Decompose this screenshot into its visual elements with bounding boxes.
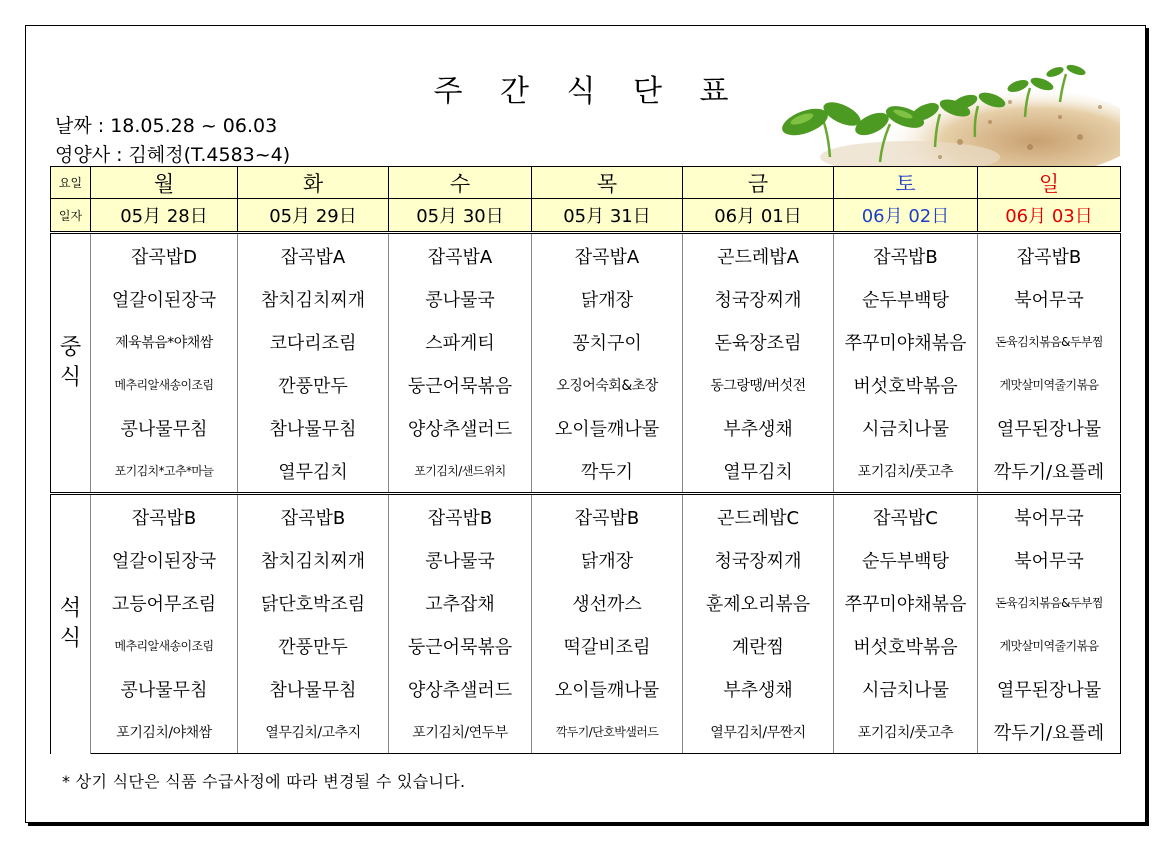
menu-cell: 포기김치/샌드위치 bbox=[389, 449, 532, 494]
menu-cell: 열무김치/고추지 bbox=[238, 710, 389, 754]
menu-cell: 잡곡밥D bbox=[91, 233, 238, 278]
menu-cell: 게맛살미역줄기볶음 bbox=[978, 363, 1121, 406]
dinner-row bbox=[51, 710, 1121, 754]
menu-cell: 포기김치*고추*마늘 bbox=[91, 449, 238, 494]
sprout-illustration bbox=[760, 62, 1120, 170]
menu-cell: 잡곡밥B bbox=[389, 494, 532, 539]
dinner-row bbox=[51, 494, 1121, 539]
page-title: 주 간 식 단 표 bbox=[433, 74, 743, 109]
menu-cell: 잡곡밥B bbox=[978, 233, 1121, 278]
menu-cell: 깍두기/요플레 bbox=[978, 710, 1121, 754]
date-row bbox=[51, 199, 1121, 233]
menu-cell: 부추생채 bbox=[683, 406, 834, 449]
menu-cell: 잡곡밥A bbox=[238, 233, 389, 278]
dinner-row bbox=[51, 538, 1121, 581]
menu-cell: 청국장찌개 bbox=[683, 538, 834, 581]
menu-cell: 얼갈이된장국 bbox=[91, 538, 238, 581]
menu-cell: 깍두기 bbox=[532, 449, 683, 494]
menu-cell: 열무김치 bbox=[238, 449, 389, 494]
day-wed: 수 bbox=[389, 167, 532, 199]
menu-cell: 양상추샐러드 bbox=[389, 406, 532, 449]
menu-cell: 스파게티 bbox=[389, 320, 532, 363]
menu-cell: 닭개장 bbox=[532, 538, 683, 581]
menu-cell: 잡곡밥B bbox=[238, 494, 389, 539]
date-sat: 06月 02日 bbox=[834, 199, 978, 233]
menu-cell: 돈육김치볶음&두부찜 bbox=[978, 320, 1121, 363]
menu-cell: 열무된장나물 bbox=[978, 667, 1121, 710]
menu-cell: 북어무국 bbox=[978, 538, 1121, 581]
menu-cell: 순두부백탕 bbox=[834, 538, 978, 581]
menu-cell: 오이들깨나물 bbox=[532, 406, 683, 449]
menu-cell: 잡곡밥B bbox=[91, 494, 238, 539]
date-range: 날짜 : 18.05.28 ~ 06.03 bbox=[55, 115, 278, 137]
footnote: * 상기 식단은 식품 수급사정에 따라 변경될 수 있습니다. bbox=[62, 772, 466, 791]
day-sun: 일 bbox=[978, 167, 1121, 199]
menu-cell: 훈제오리볶음 bbox=[683, 581, 834, 624]
menu-cell: 참치김치찌개 bbox=[238, 277, 389, 320]
menu-cell: 콩나물무침 bbox=[91, 667, 238, 710]
lunch-row bbox=[51, 277, 1121, 320]
menu-cell: 콩나물무침 bbox=[91, 406, 238, 449]
day-tue: 화 bbox=[238, 167, 389, 199]
menu-cell: 깍두기/단호박샐러드 bbox=[532, 710, 683, 754]
menu-cell: 오징어숙회&초장 bbox=[532, 363, 683, 406]
menu-cell: 메추리알새송이조림 bbox=[91, 624, 238, 667]
menu-cell: 곤드레밥A bbox=[683, 233, 834, 278]
menu-cell: 계란찜 bbox=[683, 624, 834, 667]
menu-cell: 잡곡밥B bbox=[834, 233, 978, 278]
menu-cell: 깐풍만두 bbox=[238, 363, 389, 406]
date-wed: 05月 30日 bbox=[389, 199, 532, 233]
menu-cell: 잡곡밥B bbox=[532, 494, 683, 539]
menu-cell: 제육볶음*야채쌈 bbox=[91, 320, 238, 363]
menu-cell: 오이들깨나물 bbox=[532, 667, 683, 710]
menu-cell: 콩나물국 bbox=[389, 277, 532, 320]
menu-cell: 참나물무침 bbox=[238, 667, 389, 710]
dinner-row bbox=[51, 581, 1121, 624]
menu-cell: 깍두기/요플레 bbox=[978, 449, 1121, 494]
menu-cell: 고등어무조림 bbox=[91, 581, 238, 624]
menu-cell: 순두부백탕 bbox=[834, 277, 978, 320]
menu-cell: 버섯호박볶음 bbox=[834, 363, 978, 406]
day-sat: 토 bbox=[834, 167, 978, 199]
menu-cell: 잡곡밥A bbox=[389, 233, 532, 278]
menu-cell: 북어무국 bbox=[978, 494, 1121, 539]
lunch-row bbox=[51, 233, 1121, 278]
menu-cell: 게맛살미역줄기볶음 bbox=[978, 624, 1121, 667]
menu-cell: 얼갈이된장국 bbox=[91, 277, 238, 320]
menu-cell: 쭈꾸미야채볶음 bbox=[834, 320, 978, 363]
menu-cell: 부추생채 bbox=[683, 667, 834, 710]
menu-cell: 잡곡밥C bbox=[834, 494, 978, 539]
menu-cell: 잡곡밥A bbox=[532, 233, 683, 278]
menu-cell: 참나물무침 bbox=[238, 406, 389, 449]
day-thu: 목 bbox=[532, 167, 683, 199]
weekly-menu-table bbox=[50, 166, 1121, 754]
day-mon: 월 bbox=[91, 167, 238, 199]
dinner-row bbox=[51, 667, 1121, 710]
menu-cell: 고추잡채 bbox=[389, 581, 532, 624]
menu-cell: 청국장찌개 bbox=[683, 277, 834, 320]
menu-cell: 버섯호박볶음 bbox=[834, 624, 978, 667]
menu-cell: 둥근어묵볶음 bbox=[389, 624, 532, 667]
menu-cell: 곤드레밥C bbox=[683, 494, 834, 539]
date-sun: 06月 03日 bbox=[978, 199, 1121, 233]
menu-cell: 꽁치구이 bbox=[532, 320, 683, 363]
menu-cell: 깐풍만두 bbox=[238, 624, 389, 667]
nutritionist: 영양사 : 김혜정(T.4583~4) bbox=[55, 144, 291, 166]
lunch-row bbox=[51, 449, 1121, 494]
menu-cell: 양상추샐러드 bbox=[389, 667, 532, 710]
menu-cell: 시금치나물 bbox=[834, 667, 978, 710]
date-tue: 05月 29日 bbox=[238, 199, 389, 233]
day-row bbox=[51, 167, 1121, 199]
day-fri: 금 bbox=[683, 167, 834, 199]
lunch-row bbox=[51, 363, 1121, 406]
menu-cell: 코다리조림 bbox=[238, 320, 389, 363]
date-thu: 05月 31日 bbox=[532, 199, 683, 233]
menu-cell: 쭈꾸미야채볶음 bbox=[834, 581, 978, 624]
menu-cell: 포기김치/풋고추 bbox=[834, 449, 978, 494]
menu-cell: 메추리알새송이조림 bbox=[91, 363, 238, 406]
menu-cell: 떡갈비조림 bbox=[532, 624, 683, 667]
menu-cell: 참치김치찌개 bbox=[238, 538, 389, 581]
menu-cell: 포기김치/야채쌈 bbox=[91, 710, 238, 754]
lunch-row bbox=[51, 406, 1121, 449]
date-mon: 05月 28日 bbox=[91, 199, 238, 233]
menu-cell: 시금치나물 bbox=[834, 406, 978, 449]
dinner-row bbox=[51, 624, 1121, 667]
menu-cell: 열무김치/무짠지 bbox=[683, 710, 834, 754]
menu-cell: 돈육장조림 bbox=[683, 320, 834, 363]
menu-cell: 둥근어묵볶음 bbox=[389, 363, 532, 406]
menu-cell: 포기김치/풋고추 bbox=[834, 710, 978, 754]
menu-cell: 닭단호박조림 bbox=[238, 581, 389, 624]
menu-cell: 동그랑땡/버섯전 bbox=[683, 363, 834, 406]
dinner-label: 석 식 bbox=[51, 494, 91, 754]
menu-cell: 열무김치 bbox=[683, 449, 834, 494]
date-fri: 06月 01日 bbox=[683, 199, 834, 233]
menu-cell: 콩나물국 bbox=[389, 538, 532, 581]
lunch-label: 중 식 bbox=[51, 233, 91, 494]
menu-cell: 열무된장나물 bbox=[978, 406, 1121, 449]
day-label: 요일 bbox=[51, 167, 91, 199]
menu-cell: 닭개장 bbox=[532, 277, 683, 320]
menu-cell: 돈육김치볶음&두부찜 bbox=[978, 581, 1121, 624]
menu-cell: 생선까스 bbox=[532, 581, 683, 624]
menu-cell: 포기김치/연두부 bbox=[389, 710, 532, 754]
menu-cell: 북어무국 bbox=[978, 277, 1121, 320]
lunch-row bbox=[51, 320, 1121, 363]
date-label: 일자 bbox=[51, 199, 91, 233]
